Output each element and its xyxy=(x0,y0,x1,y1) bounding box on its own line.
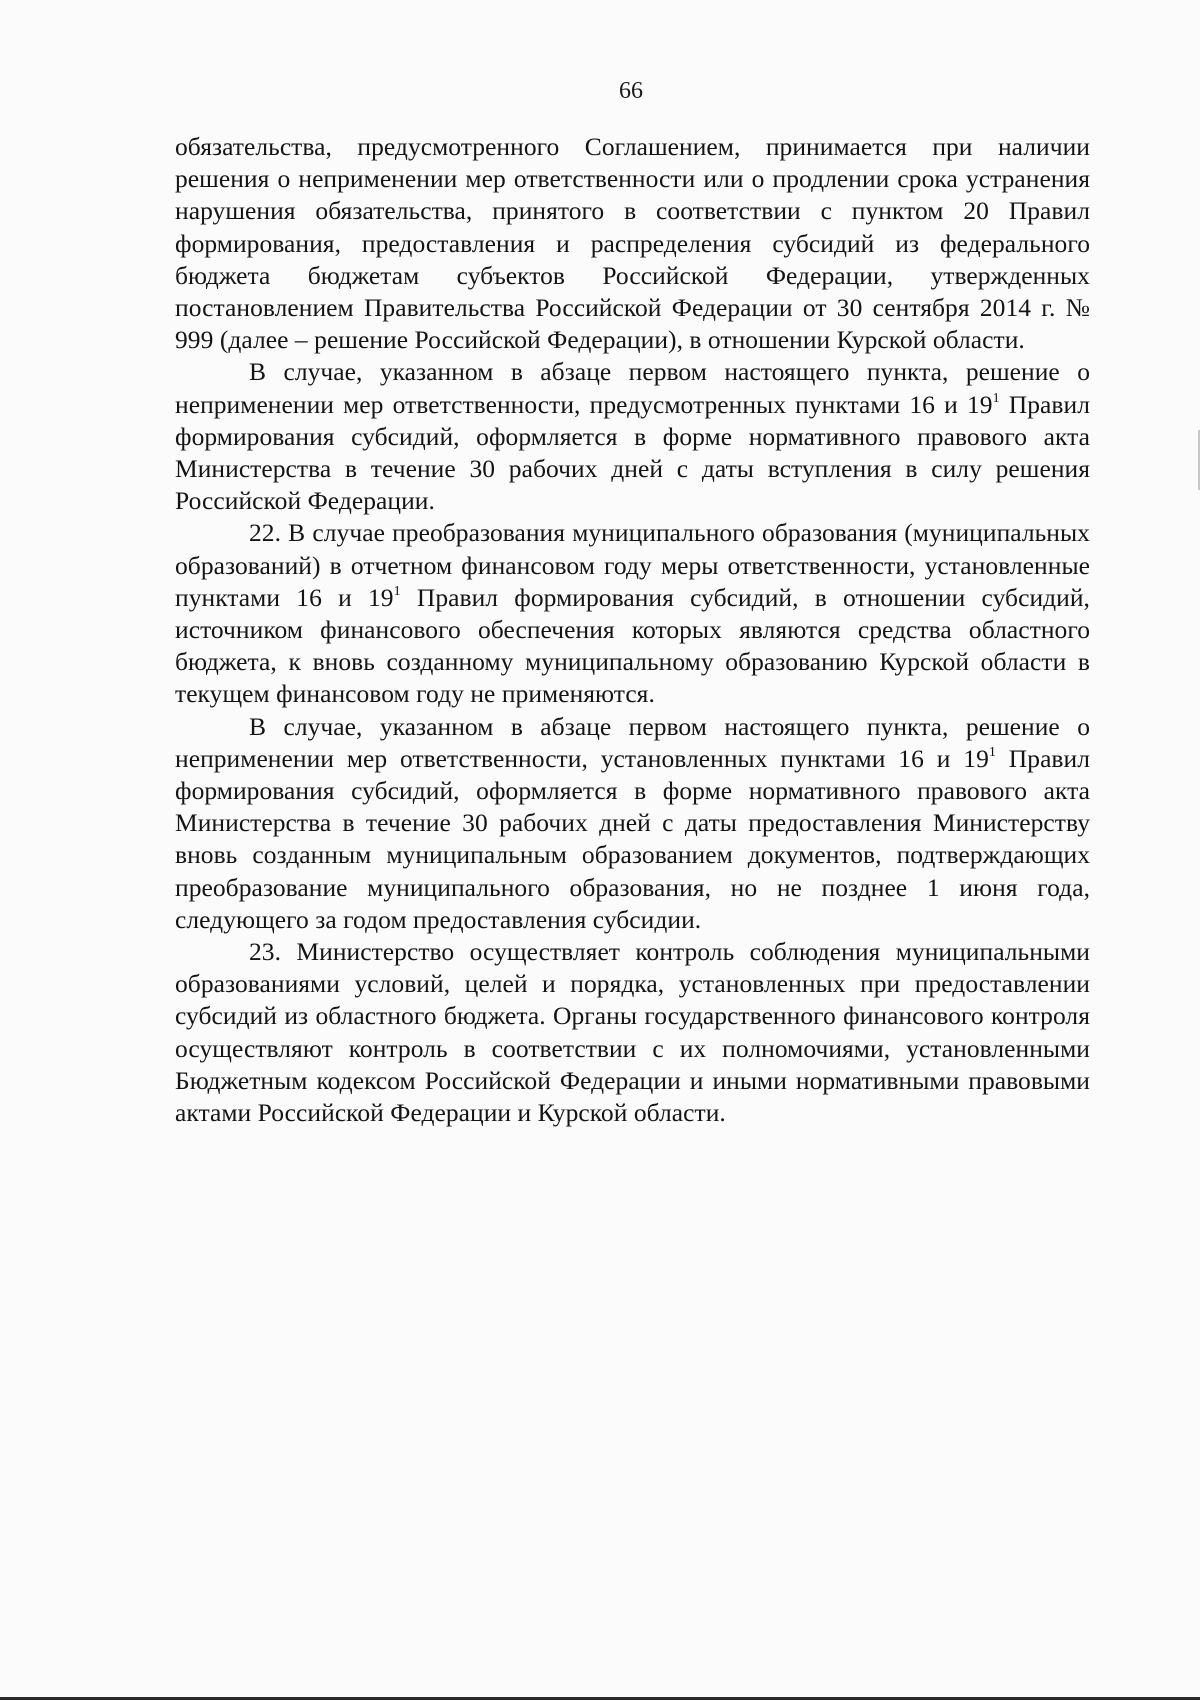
paragraph-text-part: Правил формирования субсидий, оформляется в форме нормативного правового акта Министерства в течение 30 рабочих дней с даты вступления в силу решения Российской Федерации. xyxy=(175,389,1090,516)
paragraph-item-23: 23. Министерство осуществляет контроль соблюдения муниципальными образованиями условий, целей и порядка, установленных при предоставлении субсидий из областного бюджета. Органы государственного финансового контроля осуществляют контроль в соответствии с их полномочиями, установленными Бюджетным кодексом Российской Федерации и иными нормативными правовыми актами Российской Федерации и Курской области. xyxy=(175,937,1090,1128)
paragraph-text-part: 22. В случае преобразования муниципального образования (муниципальных образований) в отчетном финансовом году меры ответственности, установленные пунктами 16 и 19 xyxy=(175,518,1090,612)
page-number: 66 xyxy=(619,78,643,104)
paragraph-text-part: В случае, указанном в абзаце первом настоящего пункта, решение о неприменении мер ответственности, установленных пунктами 16 и 19 xyxy=(175,711,1090,773)
superscript-marker: 1 xyxy=(992,391,1000,407)
superscript-marker: 1 xyxy=(393,584,401,600)
paragraph-text-part: Правил формирования субсидий, оформляется в форме нормативного правового акта Министерства в течение 30 рабочих дней с даты предоставления Министерству вновь созданным муниципальным образованием документов, подтверждающих преобразование муниципального образования, но не позднее 1 июня года, следующего за годом предоставления субсидии. xyxy=(175,743,1090,934)
paragraph-transformation-decision xyxy=(175,711,1090,936)
paragraph-text-part: Правил формирования субсидий, в отношении субсидий, источником финансового обеспечения которых являются средства областного бюджета, к вновь созданному муниципальному образованию Курской области в текущем финансовом году не применяются. xyxy=(175,582,1090,709)
document-body xyxy=(175,131,1090,1129)
paragraph-continuation: обязательства, предусмотренного Соглашением, принимается при наличии решения о неприменении мер ответственности или о продлении срока устранения нарушения обязательства, принятого в соответствии с пунктом 20 Правил формирования, предоставления и распределения субсидий из федерального бюджета бюджетам субъектов Российской Федерации, утвержденных постановлением Правительства Российской Федерации от 30 сентября 2014 г. № 999 (далее – решение Российской Федерации), в отношении Курской области. xyxy=(175,132,1090,355)
paragraph-decision-clause xyxy=(175,356,1090,517)
paragraph-text-part: В случае, указанном в абзаце первом настоящего пункта, решение о неприменении мер ответственности, предусмотренных пунктами 16 и 19 xyxy=(175,357,1090,419)
superscript-marker: 1 xyxy=(988,745,996,761)
paragraph-item-22 xyxy=(175,517,1090,710)
